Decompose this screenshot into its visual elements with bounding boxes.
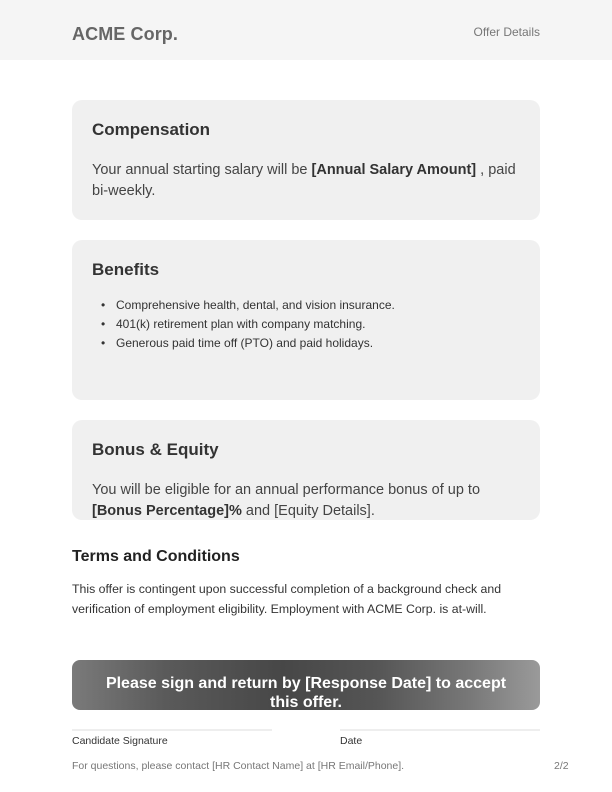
bonus-text-lead: You will be eligible for an annual performance bonus of up to (92, 482, 481, 498)
response-deadline-banner (72, 660, 540, 710)
bonus-text (92, 480, 520, 520)
benefit-item (101, 315, 520, 334)
compensation-card (72, 100, 540, 220)
benefit-item-text: Comprehensive health, dental, and vision insurance. (116, 298, 395, 312)
benefit-item (101, 334, 520, 353)
benefit-item-text: Generous paid time off (PTO) and paid holidays. (116, 336, 374, 350)
benefit-item-text: 401(k) retirement plan with company matching. (116, 317, 366, 331)
benefits-card (72, 240, 540, 400)
company-brand: ACME Corp. (72, 24, 178, 44)
bullet-icon: • (101, 317, 106, 331)
benefits-title: Benefits (92, 260, 160, 279)
date-signature-line[interactable] (340, 729, 540, 731)
compensation-text-tail: , paid bi-weekly. (92, 162, 516, 199)
benefit-item (101, 296, 520, 315)
terms-text: This offer is contingent upon successful completion of a background check and verification of employment eligibility. Employment with ACME Corp. is at-will. (72, 582, 502, 616)
page-number: 2/2 (554, 760, 569, 772)
candidate-signature-label: Candidate Signature (72, 735, 168, 747)
terms-title: Terms and Conditions (72, 548, 240, 565)
salary-amount: [Annual Salary Amount] (311, 162, 477, 178)
page-header (0, 0, 612, 60)
date-label: Date (340, 735, 363, 747)
bonus-equity-card (72, 420, 540, 520)
bullet-icon: • (101, 298, 106, 312)
bonus-title: Bonus & Equity (92, 440, 219, 459)
offer-details-link[interactable]: Offer Details (473, 25, 540, 39)
compensation-title: Compensation (92, 120, 211, 139)
candidate-signature-line[interactable] (72, 729, 272, 731)
response-deadline-text: Please sign and return by [Response Date] to accept this offer. (105, 675, 507, 710)
benefits-list (92, 296, 520, 353)
bonus-percentage: [Bonus Percentage]% (92, 503, 242, 519)
compensation-text (92, 160, 520, 202)
compensation-text-lead: Your annual starting salary will be (92, 162, 312, 178)
bullet-icon: • (101, 336, 106, 350)
bonus-text-tail: and [Equity Details]. (241, 503, 375, 519)
footer-contact-note: For questions, please contact [HR Contact Name] at [HR Email/Phone]. (72, 760, 405, 772)
